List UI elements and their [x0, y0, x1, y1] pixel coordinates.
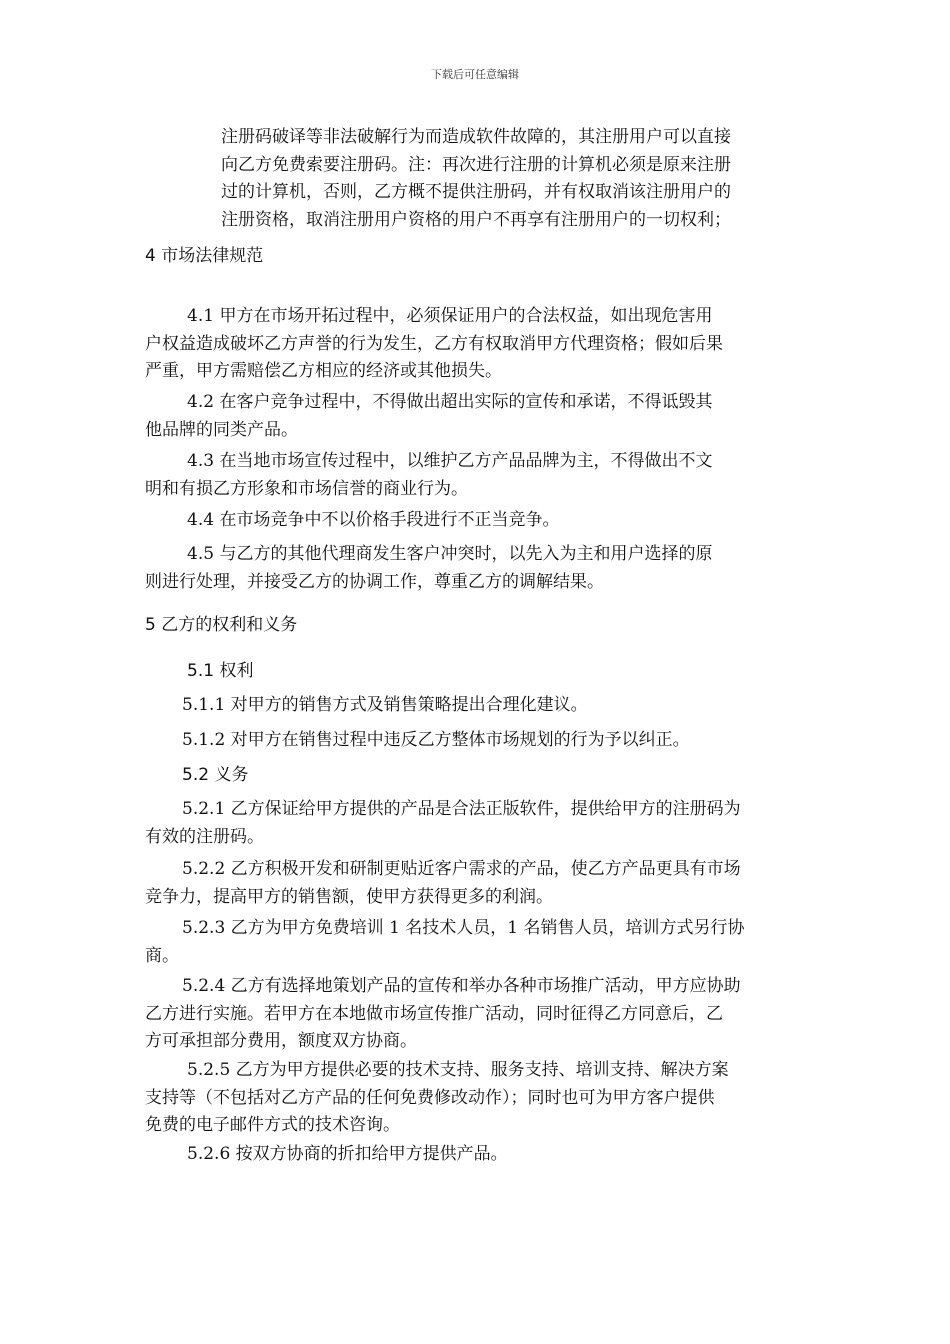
- clause-5-2-6: [145, 1141, 508, 1169]
- clause-4-4: [145, 507, 559, 535]
- text-line: 4.1 甲方在市场开拓过程中，必须保证用户的合法权益，如出现危害用: [187, 306, 713, 326]
- clause-5-2-2: [145, 856, 741, 911]
- text-line: 5.2.4 乙方有选择地策划产品的宣传和举办各种市场推广活动，甲方应协助: [182, 976, 741, 996]
- clause-4-3: [145, 448, 712, 503]
- text-line: 明和有损乙方形象和市场信誉的商业行为。: [145, 478, 468, 499]
- page-header: 下载后可任意编辑: [431, 68, 519, 81]
- clause-5-2-1: [145, 796, 741, 851]
- text-line: 支持等（不包括对乙方产品的任何免费修改动作）；同时也可为甲方客户提供: [145, 1087, 715, 1108]
- clause-4-1: [145, 303, 723, 386]
- clause-4-5: [145, 541, 712, 596]
- text-line: 竞争力，提高甲方的销售额，使甲方获得更多的利润。: [145, 886, 553, 907]
- clause-5-2-3: [145, 915, 745, 970]
- section-5-title: 5 乙方的权利和义务: [145, 615, 298, 635]
- clause-5-1-1: [145, 692, 588, 720]
- clause-5-1-2: [145, 727, 690, 755]
- text-line: 向乙方免费索要注册码。注：再次进行注册的计算机必须是原来注册: [221, 154, 731, 175]
- text-line: 过的计算机，否则，乙方概不提供注册码，并有权取消该注册用户的: [221, 182, 731, 202]
- text-line: 有效的注册码。: [145, 826, 264, 847]
- text-line: 户权益造成破坏乙方声誉的行为发生，乙方有权取消甲方代理资格；假如后果: [145, 333, 723, 354]
- text-line: 5.1.1 对甲方的销售方式及销售策略提出合理化建议。: [182, 695, 588, 715]
- text-line: 方可承担部分费用，额度双方协商。: [145, 1031, 417, 1051]
- text-line: 4.5 与乙方的其他代理商发生客户冲突时，以先入为主和用户选择的原: [187, 544, 713, 564]
- text-line: 5.2.6 按双方协商的折扣给甲方提供产品。: [187, 1144, 508, 1164]
- text-line: 注册资格，取消注册用户资格的用户不再享有注册用户的一切权利；: [221, 209, 731, 230]
- section-4-title: 4 市场法律规范: [145, 246, 264, 266]
- text-line: 乙方进行实施。若甲方在本地做市场宣传推广活动，同时征得乙方同意后，乙: [145, 1003, 723, 1024]
- text-line: 5.2.2 乙方积极开发和研制更贴近客户需求的产品，使乙方产品更具有市场: [182, 859, 741, 879]
- duties-title: 5.2 义务: [182, 765, 249, 785]
- text-line: 严重，甲方需赔偿乙方相应的经济或其他损失。: [145, 361, 502, 381]
- clause-4-2: [145, 389, 712, 444]
- text-line: 商。: [145, 945, 179, 966]
- text-line: 4.4 在市场竞争中不以价格手段进行不正当竞争。: [187, 510, 560, 530]
- text-line: 则进行处理，并接受乙方的协调工作，尊重乙方的调解结果。: [145, 571, 604, 592]
- intro-paragraph: [221, 124, 731, 234]
- text-line: 5.2.3 乙方为甲方免费培训 1 名技术人员，1 名销售人员，培训方式另行协: [182, 918, 745, 938]
- text-line: 4.3 在当地市场宣传过程中，以维护乙方产品品牌为主，不得做出不文: [187, 451, 713, 471]
- text-line: 免费的电子邮件方式的技术咨询。: [145, 1115, 400, 1135]
- clause-5-2-4: [145, 973, 741, 1056]
- clause-5-2-5: [145, 1057, 729, 1140]
- text-line: 5.1.2 对甲方在销售过程中违反乙方整体市场规划的行为予以纠正。: [182, 730, 690, 750]
- text-line: 5.2.5 乙方为甲方提供必要的技术支持、服务支持、培训支持、解决方案: [187, 1060, 729, 1080]
- rights-title: 5.1 权利: [187, 661, 254, 681]
- text-line: 注册码破译等非法破解行为而造成软件故障的，其注册用户可以直接: [221, 127, 731, 147]
- text-line: 5.2.1 乙方保证给甲方提供的产品是合法正版软件，提供给甲方的注册码为: [182, 799, 741, 819]
- text-line: 他品牌的同类产品。: [145, 419, 298, 440]
- text-line: 4.2 在客户竞争过程中，不得做出超出实际的宣传和承诺，不得诋毁其: [187, 392, 713, 412]
